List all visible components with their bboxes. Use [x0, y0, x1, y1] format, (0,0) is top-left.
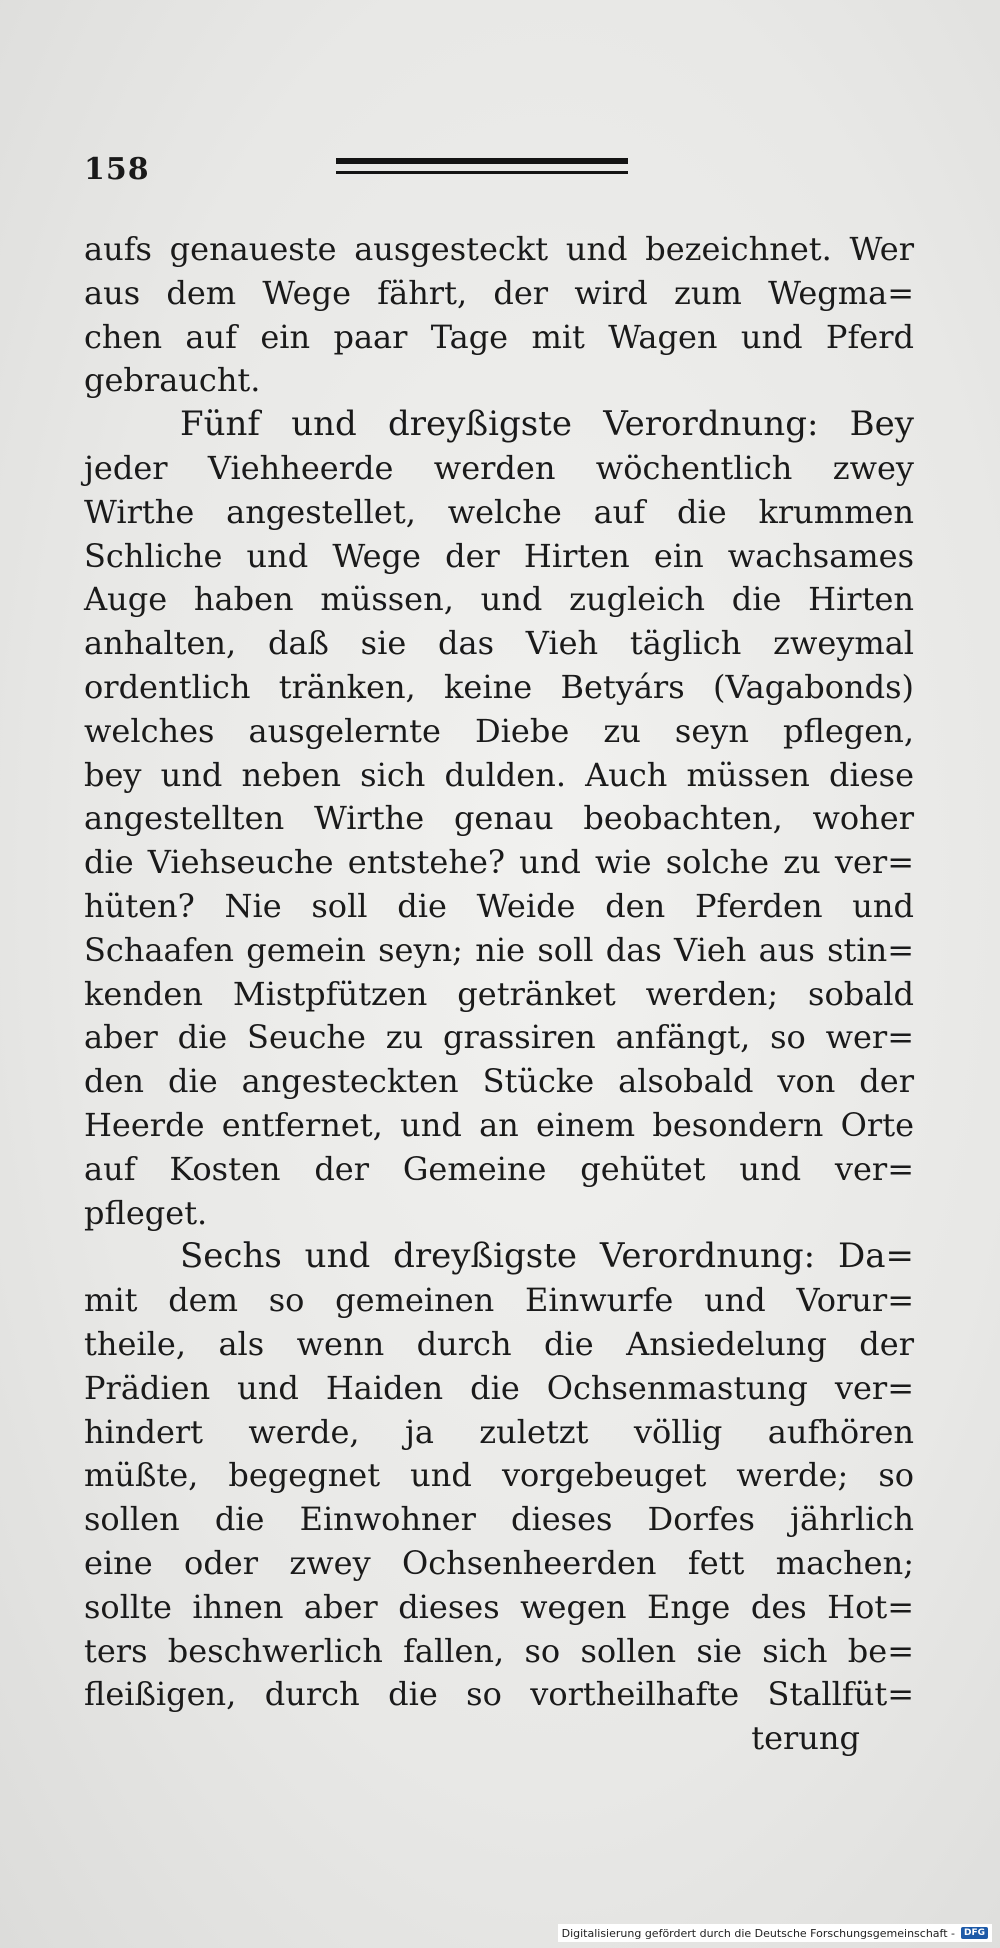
text-line: ters beschwerlich fallen, so sollen sie sich be= — [84, 1631, 914, 1670]
text-line: Auge haben müssen, und zugleich die Hirten — [84, 580, 914, 619]
text-line: mit dem so gemeinen Einwurfe und Vorur= — [84, 1281, 914, 1320]
text-line: ordentlich tränken, keine Betyárs (Vagabonds) — [84, 667, 914, 706]
text-line: aufs genaueste ausgesteckt und bezeichnet. Wer — [84, 230, 914, 268]
text-line: aber die Seuche zu grassiren anfängt, so wer= — [84, 1018, 914, 1057]
text-line: Prädien und Haiden die Ochsenmastung ver= — [84, 1368, 914, 1407]
text-line: jeder Viehheerde werden wöchentlich zwey — [84, 448, 914, 487]
text-line: die Viehseuche entstehe? und wie solche zu ver= — [84, 843, 914, 882]
text-line: welches ausgelernte Diebe zu seyn pflegen, — [84, 711, 914, 750]
text-line: müßte, begegnet und vorgebeuget werde; so — [84, 1456, 914, 1495]
text-line: angestellten Wirthe genau beobachten, woher — [84, 799, 914, 838]
text-line: gebraucht. — [84, 361, 261, 400]
text-line: hüten? Nie soll die Weide den Pferden und — [84, 886, 914, 925]
digitization-footer — [558, 1924, 992, 1942]
header-rule — [336, 158, 628, 174]
text-line: bey und neben sich dulden. Auch müssen diese — [84, 755, 914, 794]
text-line: Schaafen gemein seyn; nie soll das Vieh aus stin= — [84, 930, 914, 969]
text-line: Sechs und dreyßigste Verordnung: Da= — [180, 1236, 914, 1277]
text-line: auf Kosten der Gemeine gehütet und ver= — [84, 1149, 914, 1188]
text-line: sollen die Einwohner dieses Dorfes jährlich — [84, 1500, 914, 1539]
text-line: pfleget. — [84, 1193, 208, 1232]
dfg-logo: DFG — [961, 1927, 988, 1939]
text-line: chen auf ein paar Tage mit Wagen und Pferd — [84, 317, 914, 356]
text-line: sollte ihnen aber dieses wegen Enge des Hot= — [84, 1587, 914, 1626]
text-line: kenden Mistpfützen getränket werden; sobald — [84, 974, 914, 1013]
text-line: anhalten, daß sie das Vieh täglich zweymal — [84, 624, 914, 663]
text-line: aus dem Wege fährt, der wird zum Wegma= — [84, 273, 914, 312]
text-line: Fünf und dreyßigste Verordnung: Bey — [180, 404, 914, 445]
page-number: 158 — [84, 152, 150, 187]
text-line: theile, als wenn durch die Ansiedelung der — [84, 1324, 914, 1363]
body-text — [84, 228, 914, 1761]
text-line: Wirthe angestellet, welche auf die krummen — [84, 492, 914, 531]
text-line: hindert werde, ja zuletzt völlig aufhören — [84, 1412, 914, 1451]
text-line: den die angesteckten Stücke alsobald von der — [84, 1062, 914, 1101]
text-line: fleißigen, durch die so vortheilhafte Stallfüt= — [84, 1675, 914, 1714]
footer-credit: Digitalisierung gefördert durch die Deutsche Forschungsgemeinschaft - — [561, 1926, 955, 1940]
text-line: eine oder zwey Ochsenheerden fett machen; — [84, 1543, 914, 1582]
text-line: Heerde entfernet, und an einem besondern Orte — [84, 1105, 914, 1144]
text-line: Schliche und Wege der Hirten ein wachsames — [84, 536, 914, 575]
text-line: terung — [751, 1719, 860, 1758]
